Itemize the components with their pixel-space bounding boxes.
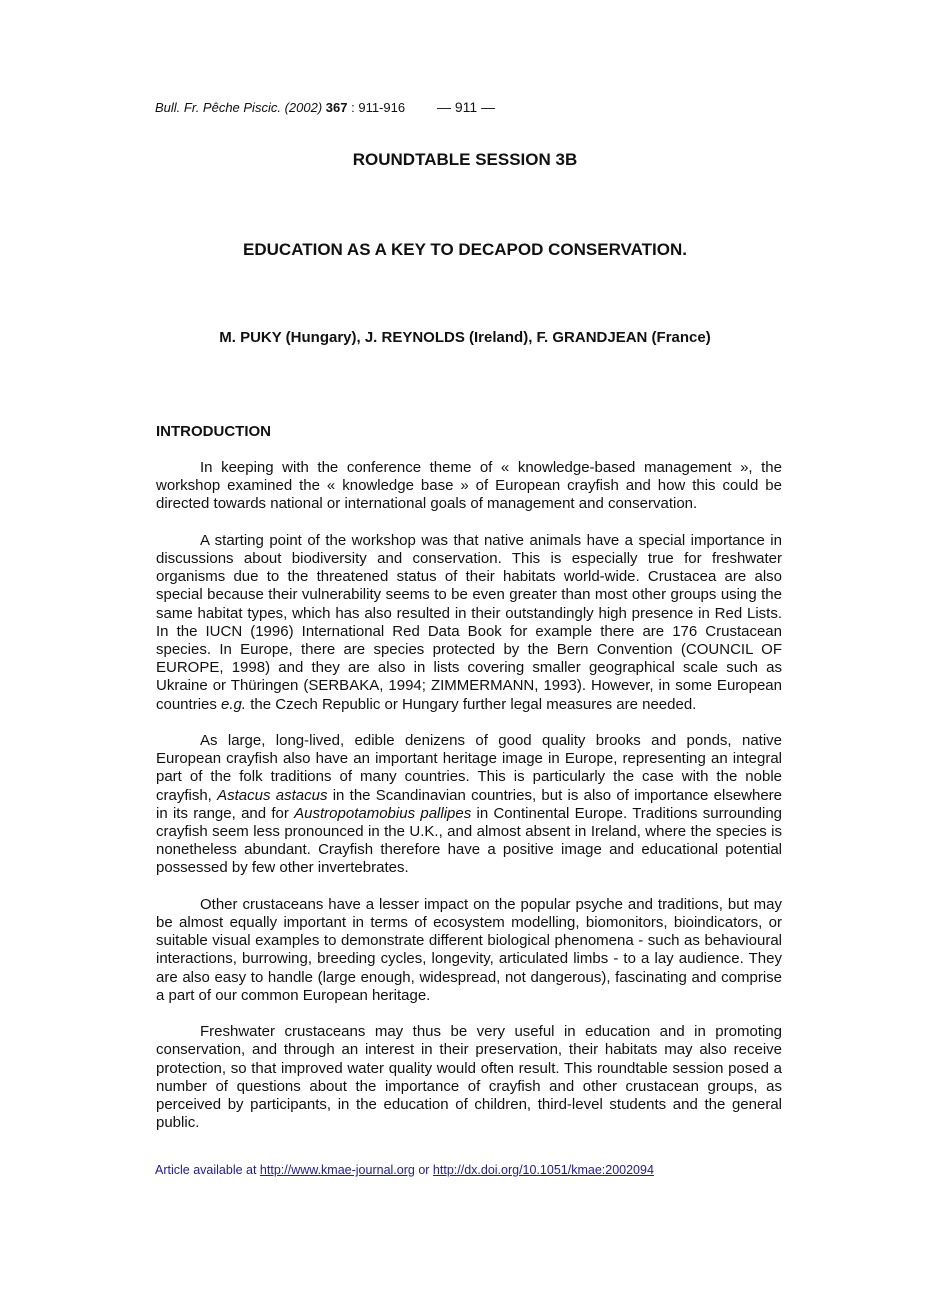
session-title: ROUNDTABLE SESSION 3B xyxy=(352,150,578,169)
paragraph-3-text-b: in the Scandinavian countries, but is also of importance elsewhere in its range, and for xyxy=(156,786,783,822)
paragraph-3-text-c: in Continental Europe. Traditions surrounding crayfish seem less pronounced in the U.K., and almost absent in Ireland, where the species is nonetheless abundant. Crayfish therefore have a positive image and educational potential possessed by few other invertebrates. xyxy=(156,804,783,877)
species-name-austropotamobius: Austropotamobius pallipes xyxy=(294,804,472,822)
paragraph-2-text-a: A starting point of the workshop was that native animals have a special importance in discussions about biodiversity and conservation. This is especially true for freshwater organisms due to the threatened status of their habitats world-wide. Crustacea are also special because their vulnerability seems to be even greater than most other groups using the same habitat types, which has also resulted in their outstandingly high presence in Red Lists. In the IUCN (1996) International Red Data Book for example there are 176 Crustacean species. In Europe, there are species protected by the Bern Convention (COUNCIL OF EUROPE, 1998) and they are also in lists covering smaller geographical scale such as Ukraine or Thüringen (SERBAKA, 1994; ZIMMERMANN, 1993). However, in some European countries xyxy=(156,531,782,713)
journal-year: (2002) xyxy=(284,100,323,115)
journal-citation xyxy=(155,100,405,115)
page-number: — 911 — xyxy=(437,99,496,115)
paragraph-2-text-b: the Czech Republic or Hungary further legal measures are needed. xyxy=(246,695,697,713)
paragraph-4: Other crustaceans have a lesser impact on the popular psyche and traditions, but may be almost equally important in terms of ecosystem modelling, biomonitors, bioindicators, or suitable visual examples to demonstrate different biological phenomena - such as behavioural interactions, burrowing, breeding cycles, longevity, articulated limbs - to a lay audience. They are also easy to handle (large enough, widespread, not dangerous), fascinating and comprise a part of our common European heritage. xyxy=(156,895,782,1004)
paragraph-1: In keeping with the conference theme of « knowledge-based management », the workshop examined the « knowledge base » of European crayfish and how this could be directed towards national or international goals of management and conservation. xyxy=(156,459,782,513)
article-title: EDUCATION AS A KEY TO DECAPOD CONSERVATION. xyxy=(243,240,687,259)
article-availability-footer xyxy=(155,1163,654,1177)
journal-pages: : 911-916 xyxy=(351,100,406,115)
journal-name: Bull. Fr. Pêche Piscic. xyxy=(155,100,281,115)
footer-or: or xyxy=(414,1163,433,1177)
paragraph-3-text-a: As large, long-lived, edible denizens of good quality brooks and ponds, native European crayfish also have an important heritage image in Europe, representing an integral part of the folk traditions of many countries. This is particularly the case with the noble crayfish, xyxy=(156,732,782,804)
footer-prefix: Article available at xyxy=(155,1163,260,1177)
paragraph-2 xyxy=(156,532,782,714)
article-body xyxy=(156,459,782,1132)
doi-link[interactable]: http://dx.doi.org/10.1051/kmae:2002094 xyxy=(432,1163,654,1177)
paragraph-3 xyxy=(156,732,782,878)
journal-volume: 367 xyxy=(325,100,348,115)
paragraph-2-emphasis: e.g. xyxy=(221,695,247,713)
author-list: M. PUKY (Hungary), J. REYNOLDS (Ireland), F. GRANDJEAN (France) xyxy=(219,329,711,346)
journal-link[interactable]: http://www.kmae-journal.org xyxy=(259,1163,415,1177)
paragraph-5: Freshwater crustaceans may thus be very useful in education and in promoting conservation, and through an interest in their preservation, their habitats may also receive protection, so that improved water quality would often result. This roundtable session posed a number of questions about the importance of crayfish and other crustacean groups, as perceived by participants, in the education of children, third-level students and the general public. xyxy=(156,1023,782,1132)
species-name-astacus: Astacus astacus xyxy=(217,786,328,804)
section-heading-introduction: INTRODUCTION xyxy=(156,423,271,440)
